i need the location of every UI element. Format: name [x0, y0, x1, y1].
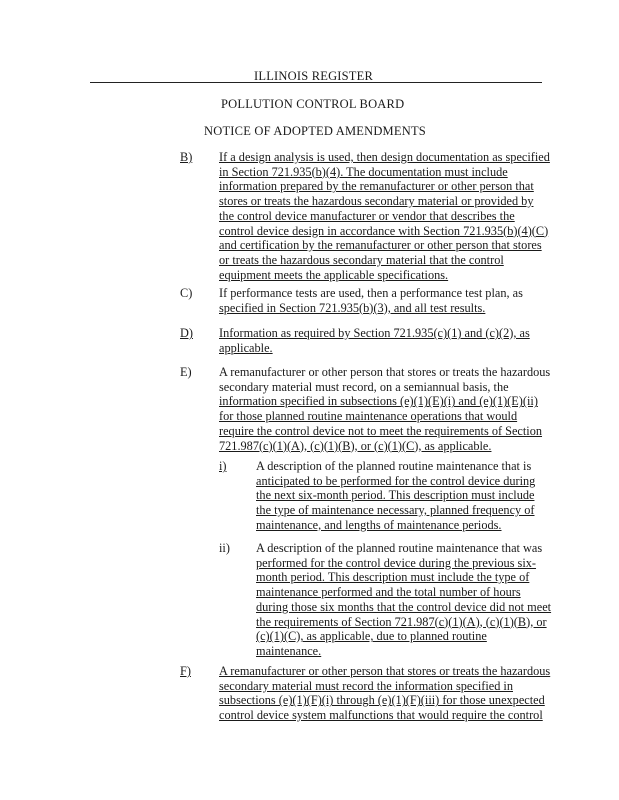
item-e-line: 721.987(c)(1)(A), (c)(1)(B), or (c)(1)(C), as applicable.	[219, 438, 492, 453]
item-eii-line: month period. This description must include the type of	[256, 570, 530, 585]
item-e-text	[219, 365, 550, 453]
item-eii-text	[256, 541, 551, 659]
header-rule	[90, 82, 542, 83]
item-eii-line: A description of the planned routine maintenance that was	[256, 541, 543, 555]
item-b-text	[219, 150, 550, 282]
item-f-line: subsections (e)(1)(F)(i) through (e)(1)(F)(iii) for those unexpected	[219, 693, 545, 708]
item-eii-line: the requirements of Section 721.987(c)(1)(A), (c)(1)(B), or	[256, 614, 547, 629]
item-e-line: for those planned routine maintenance operations that would	[219, 409, 518, 424]
item-e-line: require the control device not to meet the requirements of Section	[219, 423, 543, 438]
item-eii-line: performed for the control device during the previous six-	[256, 555, 537, 570]
item-b-line: control device design in accordance with Section 721.935(b)(4)(C)	[219, 223, 549, 238]
item-b-line: or treats the hazardous secondary material that the control	[219, 252, 504, 267]
item-ei-text	[256, 459, 535, 533]
item-e-label: E)	[180, 365, 192, 379]
item-eii-line: maintenance performed and the total number of hours	[256, 585, 521, 600]
item-c-line: If performance tests are used, then a performance test plan, as	[219, 286, 523, 300]
item-b-line: stores or treats the hazardous secondary material or provided by	[219, 194, 534, 209]
item-ei-label: i)	[219, 459, 227, 473]
item-f-label: F)	[180, 664, 191, 678]
item-eii-line: during those six months that the control device did not meet	[256, 599, 552, 614]
item-ei-line: anticipated to be performed for the control device during	[256, 473, 536, 488]
item-eii-label: ii)	[219, 541, 230, 555]
item-f-line: control device system malfunctions that would require the control	[219, 708, 543, 723]
item-e-line: information specified in subsections (e)(1)(E)(i) and (e)(1)(E)(ii)	[219, 394, 538, 409]
item-c-label: C)	[180, 286, 193, 300]
item-c-text	[219, 286, 523, 315]
notice-title: NOTICE OF ADOPTED AMENDMENTS	[204, 124, 426, 138]
item-eii-line: (c)(1)(C), as applicable, due to planned routine	[256, 629, 487, 644]
item-f-line: secondary material must record the information specified in	[219, 678, 513, 693]
item-b-line: the control device manufacturer or vendor that describes the	[219, 208, 515, 223]
item-e-line: secondary material must record, on a semiannual basis, the	[219, 379, 509, 394]
item-b-line: If a design analysis is used, then design documentation as specified	[219, 150, 550, 164]
item-d-line: Information as required by Section 721.935(c)(1) and (c)(2), as	[219, 326, 530, 340]
register-title: ILLINOIS REGISTER	[254, 69, 374, 83]
item-e-line: A remanufacturer or other person that stores or treats the hazardous	[219, 365, 551, 379]
item-b-line: in Section 721.935(b)(4). The documentation must include	[219, 164, 508, 179]
item-ei-line: A description of the planned routine maintenance that is	[256, 459, 532, 473]
item-d-label: D)	[180, 326, 193, 340]
item-ei-line: maintenance, and lengths of maintenance periods.	[256, 517, 502, 532]
item-eii-line: maintenance.	[256, 643, 322, 658]
item-d-text	[219, 326, 530, 355]
item-ei-line: the type of maintenance necessary, planned frequency of	[256, 503, 535, 518]
item-f-line: A remanufacturer or other person that stores or treats the hazardous	[219, 664, 551, 678]
item-b-line: and certification by the remanufacturer or other person that stores	[219, 238, 542, 253]
item-b-label: B)	[180, 150, 193, 164]
item-b-line: information prepared by the remanufacturer or other person that	[219, 179, 534, 194]
item-d-line: applicable.	[219, 340, 273, 355]
item-f-text	[219, 664, 550, 723]
item-ei-line: the next six-month period. This description must include	[256, 488, 535, 503]
item-b-line: equipment meets the applicable specifications.	[219, 267, 449, 282]
board-title: POLLUTION CONTROL BOARD	[221, 97, 405, 111]
item-c-line: specified in Section 721.935(b)(3), and all test results.	[219, 300, 486, 315]
